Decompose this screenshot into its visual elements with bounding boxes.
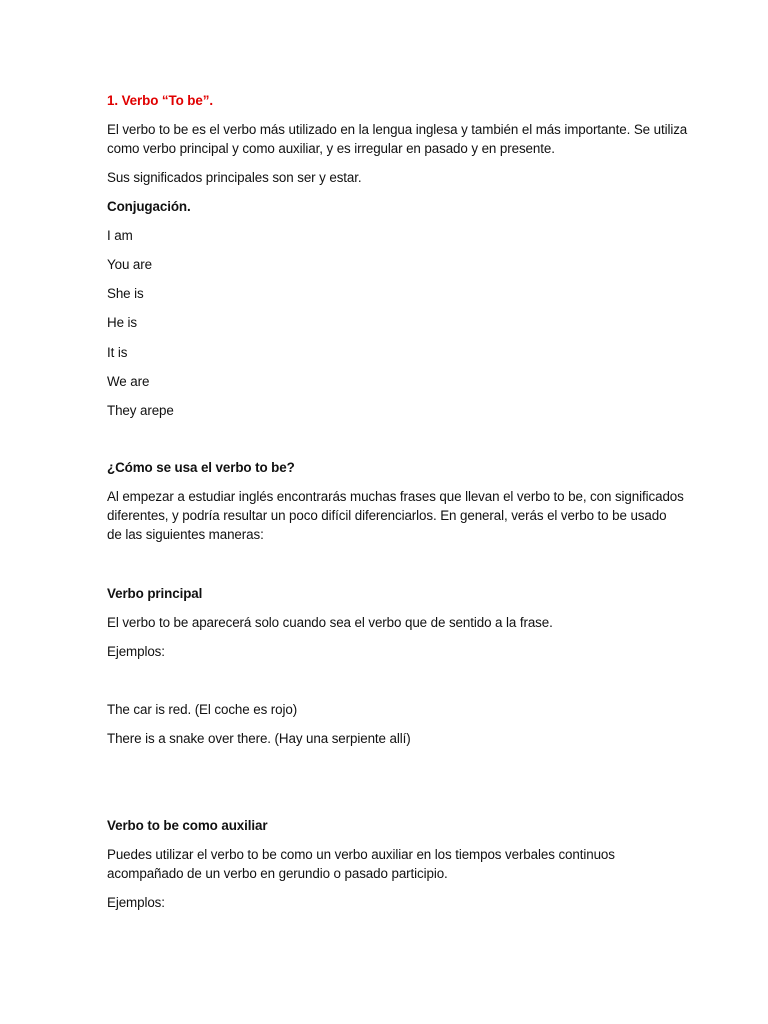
intro-paragraph-line-2: como verbo principal y como auxiliar, y es irregular en pasado y en presente. [107, 141, 555, 156]
examples-label: Ejemplos: [107, 644, 165, 659]
examples-label: Ejemplos: [107, 895, 165, 910]
conjugation-item: I am [107, 228, 133, 243]
auxiliary-heading: Verbo to be como auxiliar [107, 818, 268, 833]
conjugation-heading: Conjugación. [107, 199, 191, 214]
conjugation-item: You are [107, 257, 152, 272]
usage-paragraph-line-3: de las siguientes maneras: [107, 527, 264, 542]
conjugation-item: She is [107, 286, 144, 301]
main-verb-text: El verbo to be aparecerá solo cuando sea el verbo que de sentido a la frase. [107, 615, 553, 630]
conjugation-item: We are [107, 374, 150, 389]
auxiliary-paragraph-line-1: Puedes utilizar el verbo to be como un verbo auxiliar en los tiempos verbales continuos [107, 847, 615, 862]
usage-heading: ¿Cómo se usa el verbo to be? [107, 460, 295, 475]
usage-paragraph-line-2: diferentes, y podría resultar un poco difícil diferenciarlos. En general, verás el verbo to be usado [107, 508, 667, 523]
section-title: 1. Verbo “To be”. [107, 93, 213, 108]
conjugation-item: He is [107, 315, 138, 330]
conjugation-item: They arepe [107, 403, 174, 418]
meanings-text: Sus significados principales son ser y estar. [107, 170, 362, 185]
conjugation-item: It is [107, 345, 128, 360]
usage-paragraph-line-1: Al empezar a estudiar inglés encontrarás muchas frases que llevan el verbo to be, con significados [107, 489, 684, 504]
example-item: The car is red. (El coche es rojo) [107, 702, 298, 717]
example-item: There is a snake over there. (Hay una serpiente allí) [107, 731, 411, 746]
auxiliary-paragraph-line-2: acompañado de un verbo en gerundio o pasado participio. [107, 866, 448, 881]
main-verb-heading: Verbo principal [107, 586, 203, 601]
intro-paragraph-line-1: El verbo to be es el verbo más utilizado en la lengua inglesa y también el más importante. Se utiliza [107, 122, 688, 137]
